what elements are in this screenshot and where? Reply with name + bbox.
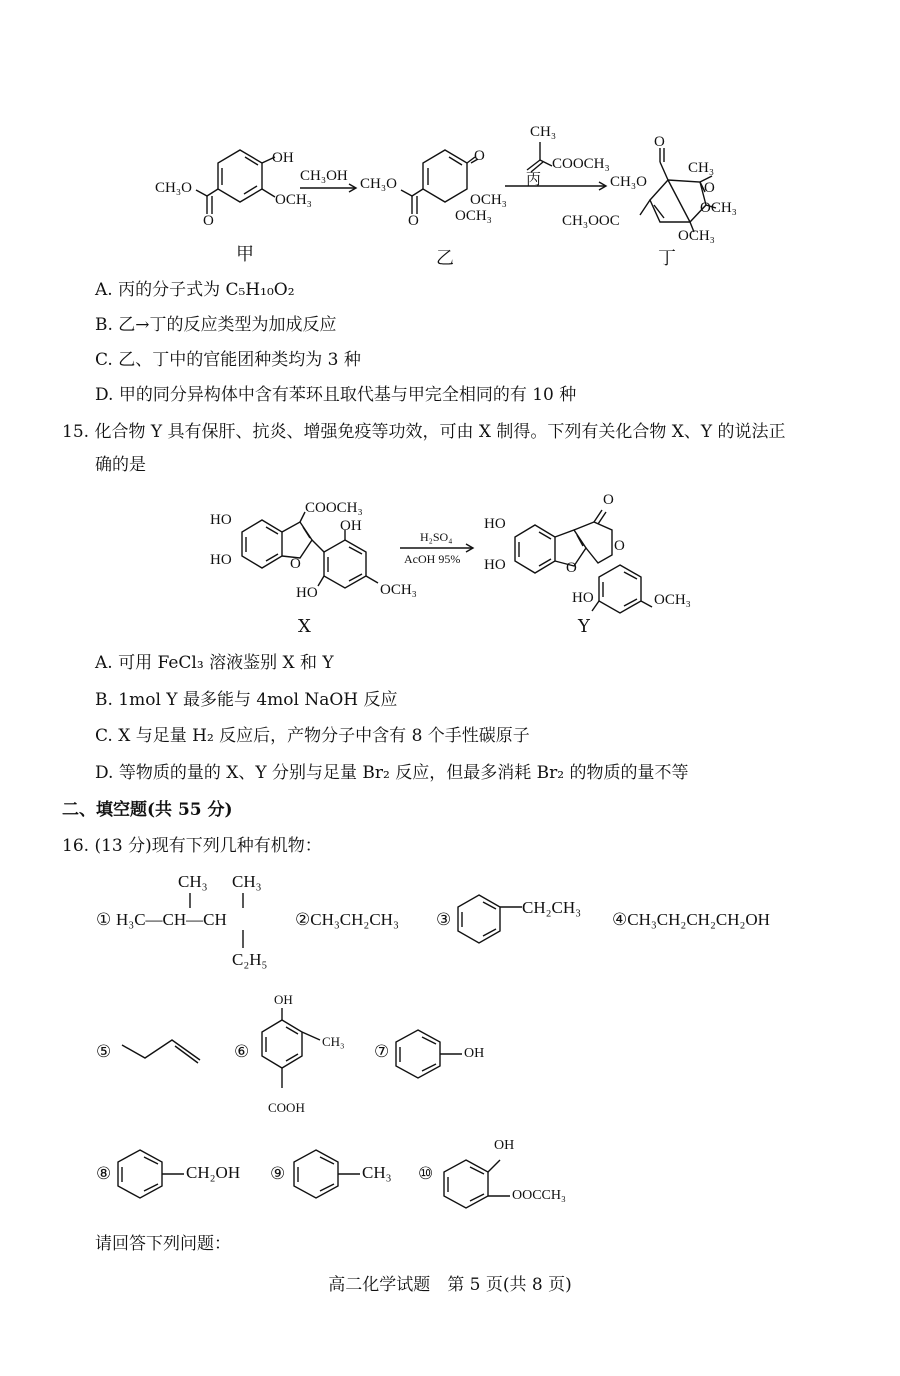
c1-ch3-b: CH₃ [232, 872, 262, 891]
reagent-bing: 丙 [526, 172, 542, 188]
yi-och3-a: OCH₃ [470, 192, 507, 208]
c10-sub: OOCCH₃ [512, 1188, 566, 1203]
x-ho3: HO [296, 585, 318, 601]
c6-ch3: CH₃ [322, 1034, 345, 1049]
q15-option-d: D. 等物质的量的 X、Y 分别与足量 Br₂ 反应，但最多消耗 Br₂ 的物质的量不等 [95, 763, 689, 783]
label-ding: 丁 [658, 248, 676, 269]
label-jia: 甲 [236, 244, 254, 265]
reagent-ch3oh: CH₃OH [300, 168, 348, 184]
label-x: X [298, 616, 311, 637]
q14-option-c: C. 乙、丁中的官能团种类均为 3 种 [95, 350, 361, 370]
ding-ch3ooc: CH₃OOC [562, 213, 620, 229]
q15-option-b: B. 1mol Y 最多能与 4mol NaOH 反应 [95, 690, 398, 710]
reagent-acoh: AcOH 95% [404, 552, 461, 566]
c10-oh: OH [494, 1138, 515, 1153]
ding-och3-b: OCH₃ [678, 228, 715, 244]
reagent-cooch3: COOCH₃ [552, 156, 610, 172]
c3-number: ③ [436, 910, 452, 929]
c2: ②CH₃CH₂CH₃ [295, 910, 399, 929]
x-benzene-left [242, 520, 282, 568]
y-o-furan: O [566, 560, 577, 576]
jia-oh: OH [272, 150, 294, 166]
c6-cooh: COOH [268, 1100, 305, 1115]
y-o-top: O [603, 492, 614, 508]
ding-bicyclic [650, 180, 706, 222]
c7-benzene [396, 1030, 440, 1078]
y-benzene-right [599, 565, 641, 613]
c7-oh: OH [464, 1046, 485, 1061]
c7-number: ⑦ [374, 1042, 390, 1061]
jia-o: O [203, 213, 214, 229]
y-och3: OCH₃ [654, 592, 691, 608]
q15-option-a: A. 可用 FeCl₃ 溶液鉴别 X 和 Y [95, 653, 334, 673]
q14-option-d: D. 甲的同分异构体中含有苯环且取代基与甲完全相同的有 10 种 [95, 385, 577, 405]
x-och3: OCH₃ [380, 582, 417, 598]
c10-benzene [444, 1160, 488, 1208]
c3-benzene [458, 895, 500, 943]
c9-number: ⑨ [270, 1164, 286, 1183]
yi-och3-b: OCH₃ [455, 208, 492, 224]
yi-o-top: O [474, 148, 485, 164]
y-benzene-left [515, 525, 555, 573]
yi-o: O [408, 213, 419, 229]
c3-sub: CH₂CH₃ [522, 898, 582, 917]
jia-benzene-ring [218, 150, 262, 202]
c1-ch3-a: CH₃ [178, 872, 208, 891]
q15-stem-line2: 确的是 [95, 455, 146, 475]
label-y: Y [578, 616, 590, 637]
c1-main: H₃C—CH—CH [116, 910, 227, 929]
ding-och3-a: OCH₃ [700, 200, 737, 216]
c5-number: ⑤ [96, 1042, 112, 1061]
x-cooch3: COOCH₃ [305, 500, 363, 516]
label-yi: 乙 [436, 248, 454, 269]
q14-option-b: B. 乙→丁的反应类型为加成反应 [95, 315, 337, 335]
c1-c2h5: C₂H₅ [232, 950, 268, 969]
yi-ring [423, 150, 467, 202]
c9-benzene [294, 1150, 338, 1198]
x-o: O [290, 556, 301, 572]
c4: ④CH₃CH₂CH₂CH₂OH [612, 910, 770, 929]
x-ho1: HO [210, 512, 232, 528]
c9-sub: CH₃ [362, 1163, 392, 1182]
c1-number: ① [96, 910, 112, 929]
q15-stem-line1: 15. 化合物 Y 具有保肝、抗炎、增强免疫等功效，可由 X 制得。下列有关化合物 X、Y 的说法正 [62, 422, 786, 442]
jia-och3: OCH₃ [275, 192, 312, 208]
q15-option-c: C. X 与足量 H₂ 反应后，产物分子中含有 8 个手性碳原子 [95, 726, 530, 746]
c8-number: ⑧ [96, 1164, 112, 1183]
ding-ester: CH₃O [610, 174, 647, 190]
q14-option-a: A. 丙的分子式为 C₅H₁₀O₂ [95, 280, 295, 300]
page-footer: 高二化学试题 第 5 页(共 8 页) [328, 1275, 572, 1295]
y-ho1: HO [484, 516, 506, 532]
x-oh: OH [340, 518, 362, 534]
c8-benzene [118, 1150, 162, 1198]
y-o-ring: O [614, 538, 625, 554]
c6-benzene [262, 1020, 302, 1068]
ding-ch3: CH₃ [688, 160, 715, 176]
c5-butene [122, 1040, 200, 1060]
c6-number: ⑥ [234, 1042, 250, 1061]
c10-number: ⑩ [418, 1164, 434, 1183]
reagent-ch3: CH₃ [530, 124, 557, 140]
ding-o-ketone: O [704, 180, 715, 196]
section-title: 二、填空题(共 55 分) [62, 800, 233, 820]
c6-oh: OH [274, 992, 293, 1007]
jia-ester: CH₃O [155, 180, 192, 196]
x-benzene-right [324, 540, 366, 588]
x-ho2: HO [210, 552, 232, 568]
ding-o-top: O [654, 134, 665, 150]
y-ho3: HO [572, 590, 594, 606]
reagent-h2so4: H₂SO₄ [420, 530, 453, 544]
c8-sub: CH₂OH [186, 1163, 241, 1182]
q16-prompt: 请回答下列问题： [95, 1234, 231, 1254]
q16-stem: 16. (13 分)现有下列几种有机物： [62, 836, 322, 856]
y-ho2: HO [484, 557, 506, 573]
yi-ester: CH₃O [360, 176, 397, 192]
